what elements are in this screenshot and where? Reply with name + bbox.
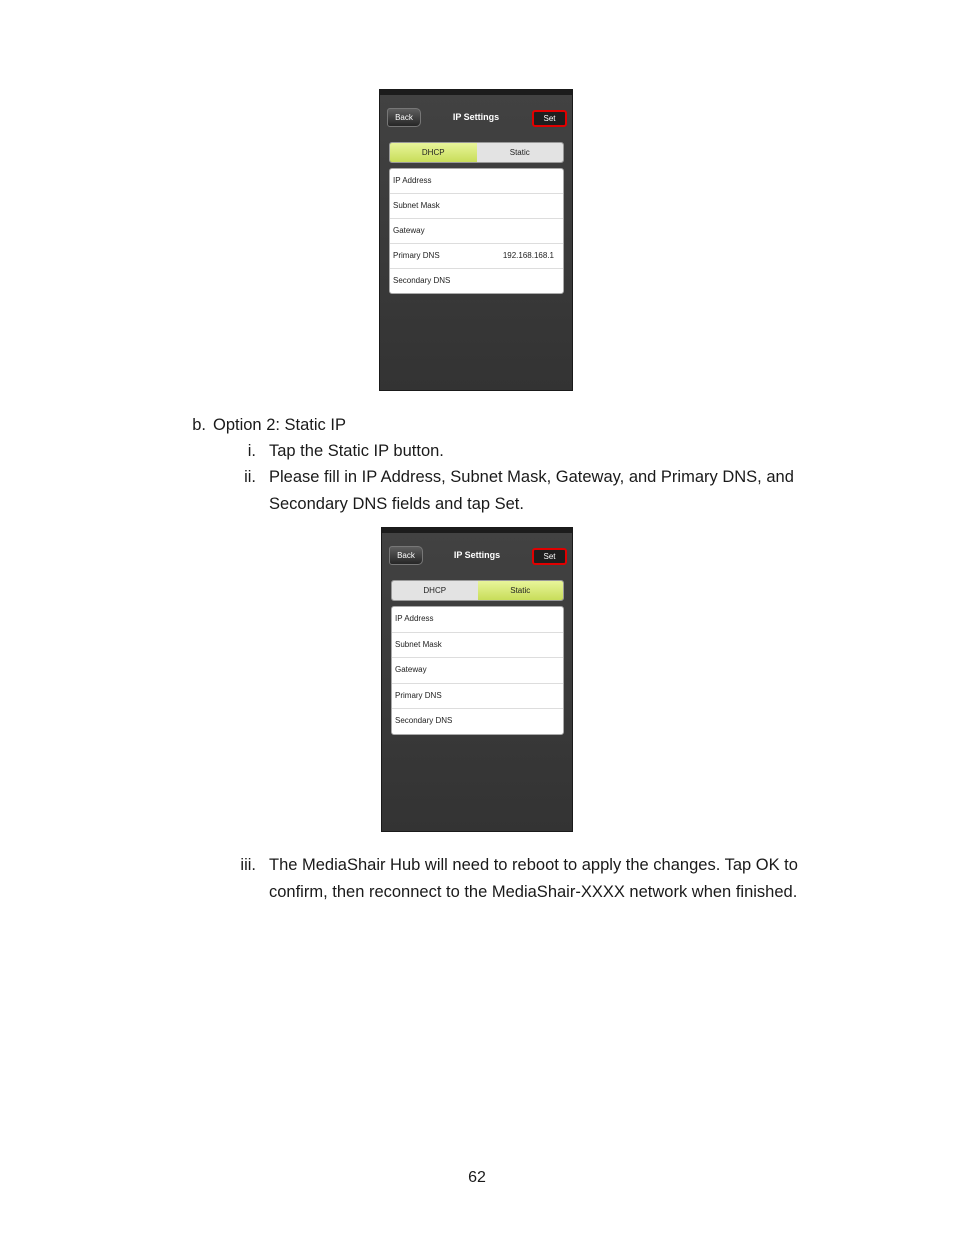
step-ii-line1: Please fill in IP Address, Subnet Mask, Gateway, and Primary DNS, and xyxy=(269,468,794,486)
secondary-dns-field[interactable] xyxy=(392,709,563,734)
set-button[interactable]: Set xyxy=(532,548,567,565)
ip-address-field[interactable] xyxy=(390,169,563,194)
screen-title: IP Settings xyxy=(452,112,500,122)
tab-dhcp[interactable]: DHCP xyxy=(390,143,477,162)
option-heading: Option 2: Static IP xyxy=(213,416,346,434)
step-iii-line1: The MediaShair Hub will need to reboot to apply the changes. Tap OK to xyxy=(269,856,798,874)
primary-dns-field[interactable] xyxy=(390,244,563,269)
step-i-text: Tap the Static IP button. xyxy=(269,442,444,460)
field-label: Gateway xyxy=(395,665,427,674)
set-button[interactable]: Set xyxy=(532,110,567,127)
ip-fields-list xyxy=(389,168,564,294)
tab-dhcp[interactable]: DHCP xyxy=(392,581,478,600)
page-number: 62 xyxy=(468,1169,486,1186)
field-label: IP Address xyxy=(393,176,432,185)
field-label: Primary DNS xyxy=(395,690,442,700)
gateway-field[interactable] xyxy=(392,658,563,684)
mode-toggle xyxy=(389,142,564,163)
list-marker-i: i. xyxy=(247,442,256,460)
field-label: Primary DNS xyxy=(393,251,440,260)
list-marker-iii: iii. xyxy=(240,856,256,874)
back-button[interactable]: Back xyxy=(387,108,421,127)
list-marker-b: b. xyxy=(192,416,206,434)
tab-static[interactable]: Static xyxy=(478,581,564,600)
secondary-dns-field[interactable] xyxy=(390,269,563,293)
field-label: Gateway xyxy=(393,226,425,235)
mode-toggle xyxy=(391,580,564,601)
field-label: IP Address xyxy=(395,614,434,623)
field-label: Secondary DNS xyxy=(395,716,453,725)
ip-fields-list xyxy=(391,606,564,735)
step-ii-line2: Secondary DNS fields and tap Set. xyxy=(269,495,524,513)
subnet-mask-field[interactable] xyxy=(392,633,563,659)
gateway-field[interactable] xyxy=(390,219,563,244)
status-bar xyxy=(382,528,572,533)
primary-dns-field[interactable] xyxy=(392,684,563,710)
list-marker-ii: ii. xyxy=(244,468,256,486)
field-label: Subnet Mask xyxy=(395,639,442,649)
screenshot-dhcp xyxy=(379,89,573,391)
ip-address-field[interactable] xyxy=(392,607,563,633)
status-bar xyxy=(380,90,572,95)
subnet-mask-field[interactable] xyxy=(390,194,563,219)
screen-title: IP Settings xyxy=(453,550,501,560)
field-label: Subnet Mask xyxy=(393,201,440,210)
back-button[interactable]: Back xyxy=(389,546,423,565)
step-iii-line2: confirm, then reconnect to the MediaShair-XXXX network when finished. xyxy=(269,883,798,901)
field-label: Secondary DNS xyxy=(393,276,451,285)
field-value: 192.168.168.1 xyxy=(502,251,554,260)
tab-static[interactable]: Static xyxy=(477,143,564,162)
screenshot-static xyxy=(381,527,573,832)
